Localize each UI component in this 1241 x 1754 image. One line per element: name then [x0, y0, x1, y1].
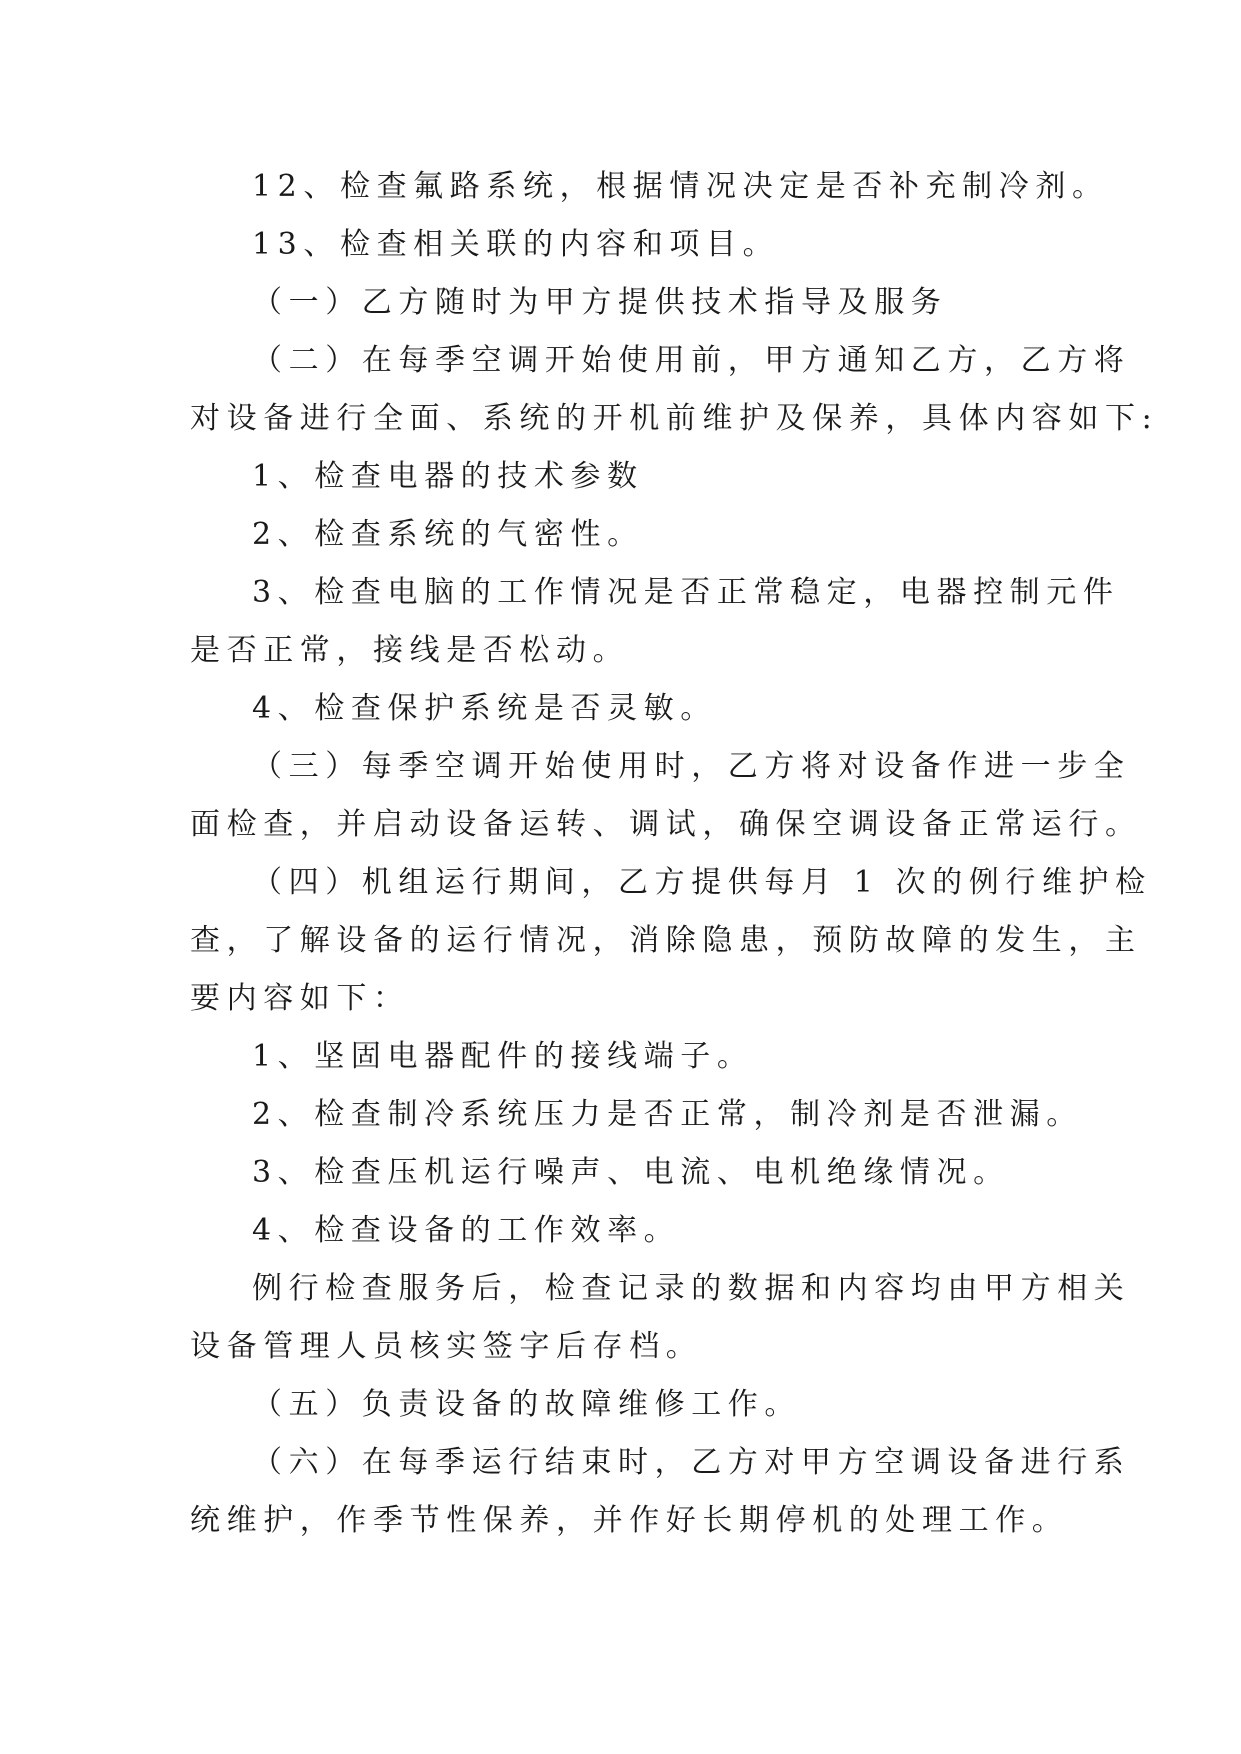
text-line: 面检查，并启动设备运转、调试，确保空调设备正常运行。	[190, 807, 1142, 842]
text-line: 13、检查相关联的内容和项目。	[252, 227, 780, 262]
text-line: 3、检查压机运行噪声、电流、电机绝缘情况。	[252, 1155, 1010, 1190]
text-line: 对设备进行全面、系统的开机前维护及保养，具体内容如下:	[190, 401, 1159, 436]
text-line: （四）机组运行期间，乙方提供每月 1 次的例行维护检	[252, 865, 1152, 900]
text-line: 2、检查系统的气密性。	[252, 517, 644, 552]
text-line: （五）负责设备的故障维修工作。	[252, 1387, 801, 1422]
text-line: （二）在每季空调开始使用前，甲方通知乙方，乙方将	[252, 343, 1131, 378]
text-line: 要内容如下：	[190, 981, 410, 1016]
text-line: 4、检查保护系统是否灵敏。	[252, 691, 717, 726]
text-line: （三）每季空调开始使用时，乙方将对设备作进一步全	[252, 749, 1131, 784]
text-line: 设备管理人员核实签字后存档。	[190, 1329, 703, 1364]
text-line: 3、检查电脑的工作情况是否正常稳定，电器控制元件	[252, 575, 1120, 610]
text-line: 2、检查制冷系统压力是否正常，制冷剂是否泄漏。	[252, 1097, 1083, 1132]
text-line: 例行检查服务后，检查记录的数据和内容均由甲方相关	[252, 1271, 1131, 1306]
text-line: （六）在每季运行结束时，乙方对甲方空调设备进行系	[252, 1445, 1131, 1480]
text-line: 4、检查设备的工作效率。	[252, 1213, 681, 1248]
text-line: 1、检查电器的技术参数	[252, 459, 644, 494]
text-line: 统维护，作季节性保养，并作好长期停机的处理工作。	[190, 1503, 1069, 1538]
text-line: 查，了解设备的运行情况，消除隐患，预防故障的发生，主	[190, 923, 1142, 958]
text-line: 是否正常，接线是否松动。	[190, 633, 630, 668]
text-line: （一）乙方随时为甲方提供技术指导及服务	[252, 285, 948, 320]
text-line: 12、检查氟路系统，根据情况决定是否补充制冷剂。	[252, 169, 1109, 204]
document-body	[190, 158, 1159, 1550]
text-line: 1、坚固电器配件的接线端子。	[252, 1039, 754, 1074]
